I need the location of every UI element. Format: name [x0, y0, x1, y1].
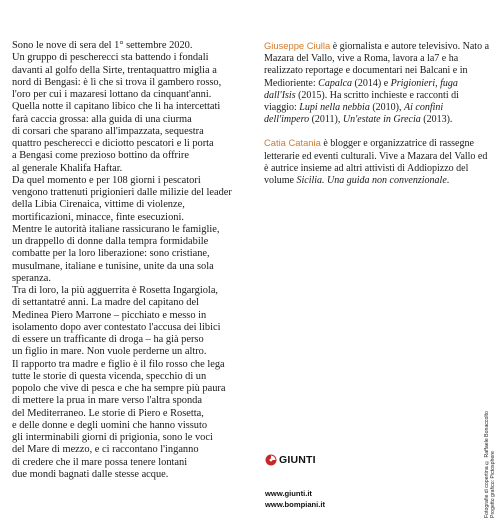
giunti-logo-mark-icon [265, 454, 277, 466]
synopsis-line: davanti al golfo della Sirte, trentaquattro miglia a [12, 64, 217, 76]
url-giunti[interactable]: www.giunti.it [265, 489, 312, 498]
synopsis-line: mortificazioni, minacce, finte esecuzioni. [12, 211, 184, 223]
synopsis-line: e delle donne e degli uomini che hanno vissuto [12, 419, 208, 431]
bio-text: (2015). Ha scritto inchieste e racconti di viaggio: [264, 89, 459, 114]
synopsis-line: un figlio in mare. Non vuole perderne un altro. [12, 346, 207, 358]
synopsis-line: di mettere la prua in mare verso l'altra sponda [12, 395, 202, 407]
synopsis-text [12, 40, 244, 481]
synopsis-line: Mentre le autorità italiane rassicurano le famiglie, [12, 223, 220, 235]
cover-credits [484, 411, 496, 518]
synopsis-line: al generale Khalifa Haftar. [12, 162, 123, 174]
bio-text: (2014) e [352, 77, 391, 89]
synopsis-line: di essere un trafficante di droga – ha già perso [12, 334, 204, 345]
bio-text: (2010), [369, 102, 405, 114]
book-title: Ai confini dell'impero [264, 102, 444, 126]
publisher-block [265, 453, 325, 510]
synopsis-line: Quella notte il capitano libico che li ha intercettati [12, 101, 221, 113]
bio-text: (2011), [309, 114, 343, 126]
synopsis-line: speranza. [12, 272, 51, 284]
book-title: Capalca [318, 77, 353, 89]
credit-line: Fotografie di copertina © Raffaele Bonaccolto [484, 411, 490, 518]
synopsis-line: Da quel momento e per 108 giorni i pescatori [12, 174, 201, 186]
synopsis-line: combatte per la loro liberazione: sono cristiane, [12, 248, 210, 260]
synopsis-line: del Mediterraneo. Le storie di Piero e Rosetta, [12, 407, 204, 419]
book-title: Prigionieri, fuga dall'Isis [264, 77, 458, 101]
synopsis-line: un drappello di donne dalla tempra formidabile [12, 236, 209, 247]
synopsis-line: farà caccia grossa: alla guida di una ciurma [12, 113, 192, 125]
synopsis-line: musulmane, italiane e tunisine, unite da una sola [12, 260, 214, 272]
credit-line: Progetto grafico: Pictosphere [490, 451, 496, 518]
synopsis [12, 40, 244, 481]
author-name: Catia Catania [264, 137, 321, 149]
synopsis-line: della Libia Cirenaica, vittime di violenze, [12, 199, 185, 211]
synopsis-line: di corsari che sparano all'impazzata, sequestra [12, 125, 204, 137]
bio-text: è blogger e organizzatrice di rassegne letterarie ed eventi culturali. Vive a Mazara del Vallo ed è autrice insieme ad altri attivisti di Addiopizzo del volume [264, 138, 488, 187]
synopsis-line: isolamento dopo aver contestato l'accusa dei libici [12, 321, 221, 333]
synopsis-line: vengono trattenuti prigionieri dalle milizie del leader [12, 187, 232, 198]
synopsis-line: Un gruppo di pescherecci sta battendo i fondali [12, 52, 209, 64]
synopsis-line: popolo che vive di pesca e che ha sempre più paura [12, 383, 226, 394]
synopsis-line: a Bengasi come prezioso bottino da offrire [12, 150, 189, 162]
synopsis-line: Sono le nove di sera del 1° settembre 2020. [12, 40, 193, 51]
bio-ciulla [264, 40, 490, 126]
synopsis-line: del Mare di mezzo, e ci raccontano l'inganno [12, 444, 199, 456]
synopsis-line: l'oro per cui i mazaresi lottano da cinquant'anni. [12, 89, 212, 100]
synopsis-line: di credere che il mare possa tenere lontani [12, 456, 188, 468]
synopsis-line: Tra di loro, la più agguerrita è Rosetta Ingargiola, [12, 285, 219, 296]
author-bios [264, 40, 490, 198]
synopsis-line: nord di Bengasi: è lì che si trova il gambero rosso, [12, 76, 222, 88]
url-bompiani[interactable]: www.bompiani.it [265, 499, 326, 509]
bio-catania [264, 137, 490, 187]
synopsis-line: tutte le storie di questa vicenda, specchio di un [12, 370, 207, 382]
bio-text: (2013). [420, 114, 453, 126]
synopsis-line: Il rapporto tra madre e figlio è il filo rosso che lega [12, 358, 225, 370]
book-title: Sicilia. Una guida non convenzionale [296, 175, 447, 187]
synopsis-line: gli interminabili giorni di prigionia, sono le voci [12, 432, 213, 443]
bio-text: è giornalista e autore televisivo. Nato a Mazara del Vallo, vive a Roma, lavora a la7 e ha realizzato reportage e documentari nei Balcani e in Medioriente: [264, 41, 490, 89]
publisher-urls [265, 489, 325, 510]
bio-text: . [446, 175, 450, 187]
book-title: Un'estate in Grecia [342, 114, 421, 126]
giunti-logo [265, 453, 325, 467]
logo-text: GIUNTI [279, 454, 316, 466]
synopsis-line: quattro pescherecci e diciotto pescatori e li porta [12, 138, 214, 149]
author-name: Giuseppe Ciulla [264, 40, 331, 51]
synopsis-line: Medinea Piero Marrone – picchiato e messo in [12, 309, 207, 321]
synopsis-line: due mondi bagnati dalle stesse acque. [12, 468, 169, 480]
book-title: Lupi nella nebbia [299, 102, 370, 114]
synopsis-line: di settantatré anni. La madre del capitano del [12, 297, 199, 309]
